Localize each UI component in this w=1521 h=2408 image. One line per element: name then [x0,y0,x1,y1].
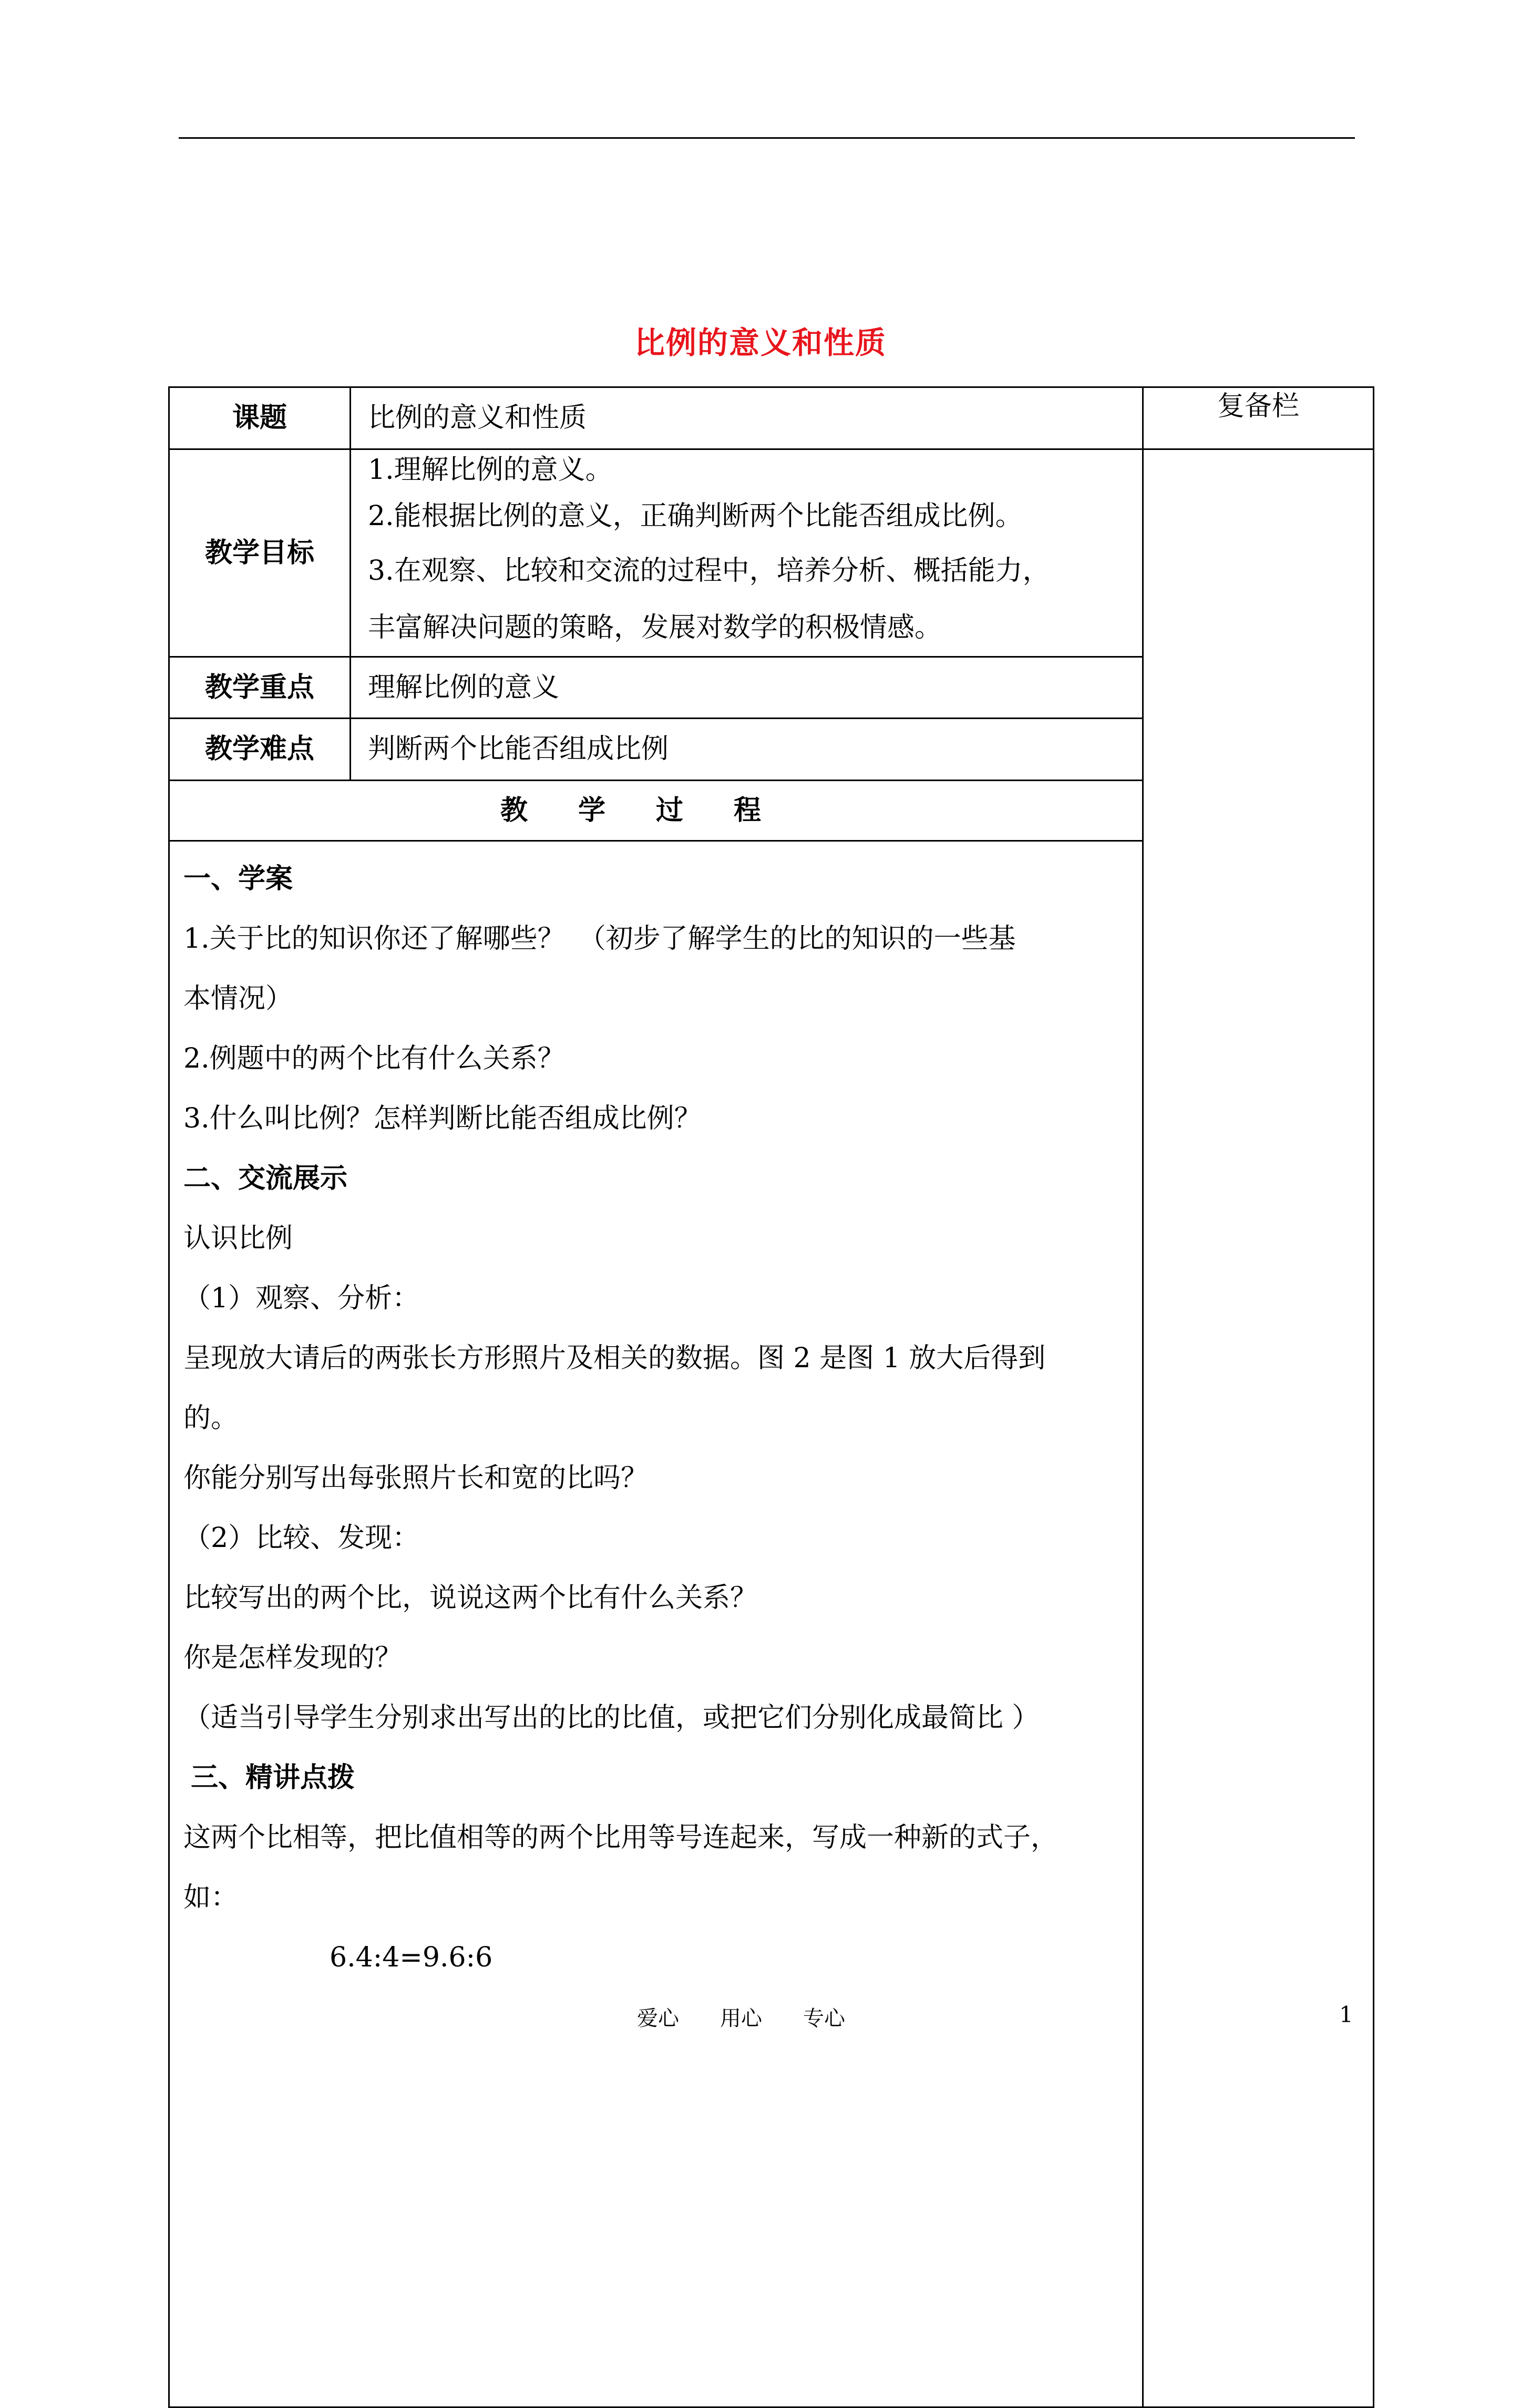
goal-line: 2.能根据比例的意义，正确判断两个比能否组成比例。 [368,500,1023,532]
footer-word: 爱心 [637,2006,679,2031]
body-line: 如： [183,1882,239,1913]
body-line: （2）比较、发现： [183,1522,420,1554]
body-line: 1.关于比的知识你还了解哪些？ （初步了解学生的比的知识的一些基 [183,923,1016,955]
body-line: （适当引导学生分别求出写出的比的比值，或把它们分别化成最简比 ） [183,1702,1040,1734]
key-point-value: 理解比例的意义 [351,657,1143,719]
body-line: 呈现放大请后的两张长方形照片及相关的数据。图 2 是图 1 放大后得到 [183,1343,1046,1374]
sidebar-blank [1143,449,1374,2407]
subject-label: 课题 [169,387,351,449]
footer-word: 用心 [720,2006,762,2031]
lesson-plan-table [168,386,1374,2408]
goal-line: 3.在观察、比较和交流的过程中，培养分析、概括能力， [368,555,1050,587]
goals-list [351,449,1143,657]
proportion-example: 6.4:4=9.6:6 [330,1942,493,1973]
body-line: 2.例题中的两个比有什么关系？ [183,1043,565,1074]
process-body [169,841,1143,2407]
body-line: 你能分别写出每张照片长和宽的比吗？ [183,1462,649,1494]
key-point-label: 教学重点 [169,657,351,719]
body-line: 3.什么叫比例？怎样判断比能否组成比例？ [183,1103,702,1134]
body-line: 的。 [183,1402,239,1434]
row-goals [169,449,1374,657]
footer-motto [637,2002,886,2032]
body-line: 认识比例 [183,1223,293,1254]
difficult-point-label: 教学难点 [169,719,351,781]
body-line: 本情况） [183,983,293,1015]
body-line: 这两个比相等，把比值相等的两个比用等号连起来，写成一种新的式子， [183,1822,1058,1853]
section-heading: 三、精讲点拨 [191,1762,355,1794]
body-line: （1）观察、分析： [183,1283,420,1314]
goal-line: 丰富解决问题的策略，发展对数学的积极情感。 [368,612,942,643]
goal-line: 1.理解比例的意义。 [368,454,613,486]
process-title: 教学过程 [169,781,1143,841]
document-title: 比例的意义和性质 [634,325,887,361]
difficult-point-value: 判断两个比能否组成比例 [351,719,1143,781]
body-line: 比较写出的两个比，说说这两个比有什么关系？ [183,1582,758,1614]
page-number: 1 [1339,2002,1353,2027]
header-rule [179,137,1355,139]
goals-label: 教学目标 [169,449,351,657]
subject-value: 比例的意义和性质 [351,387,1143,449]
footer-word: 专心 [803,2006,845,2031]
row-subject [169,387,1374,449]
section-heading: 二、交流展示 [183,1163,348,1194]
body-line: 你是怎样发现的？ [183,1642,403,1674]
sidebar-label: 复备栏 [1143,387,1374,449]
section-heading: 一、学案 [183,863,293,895]
